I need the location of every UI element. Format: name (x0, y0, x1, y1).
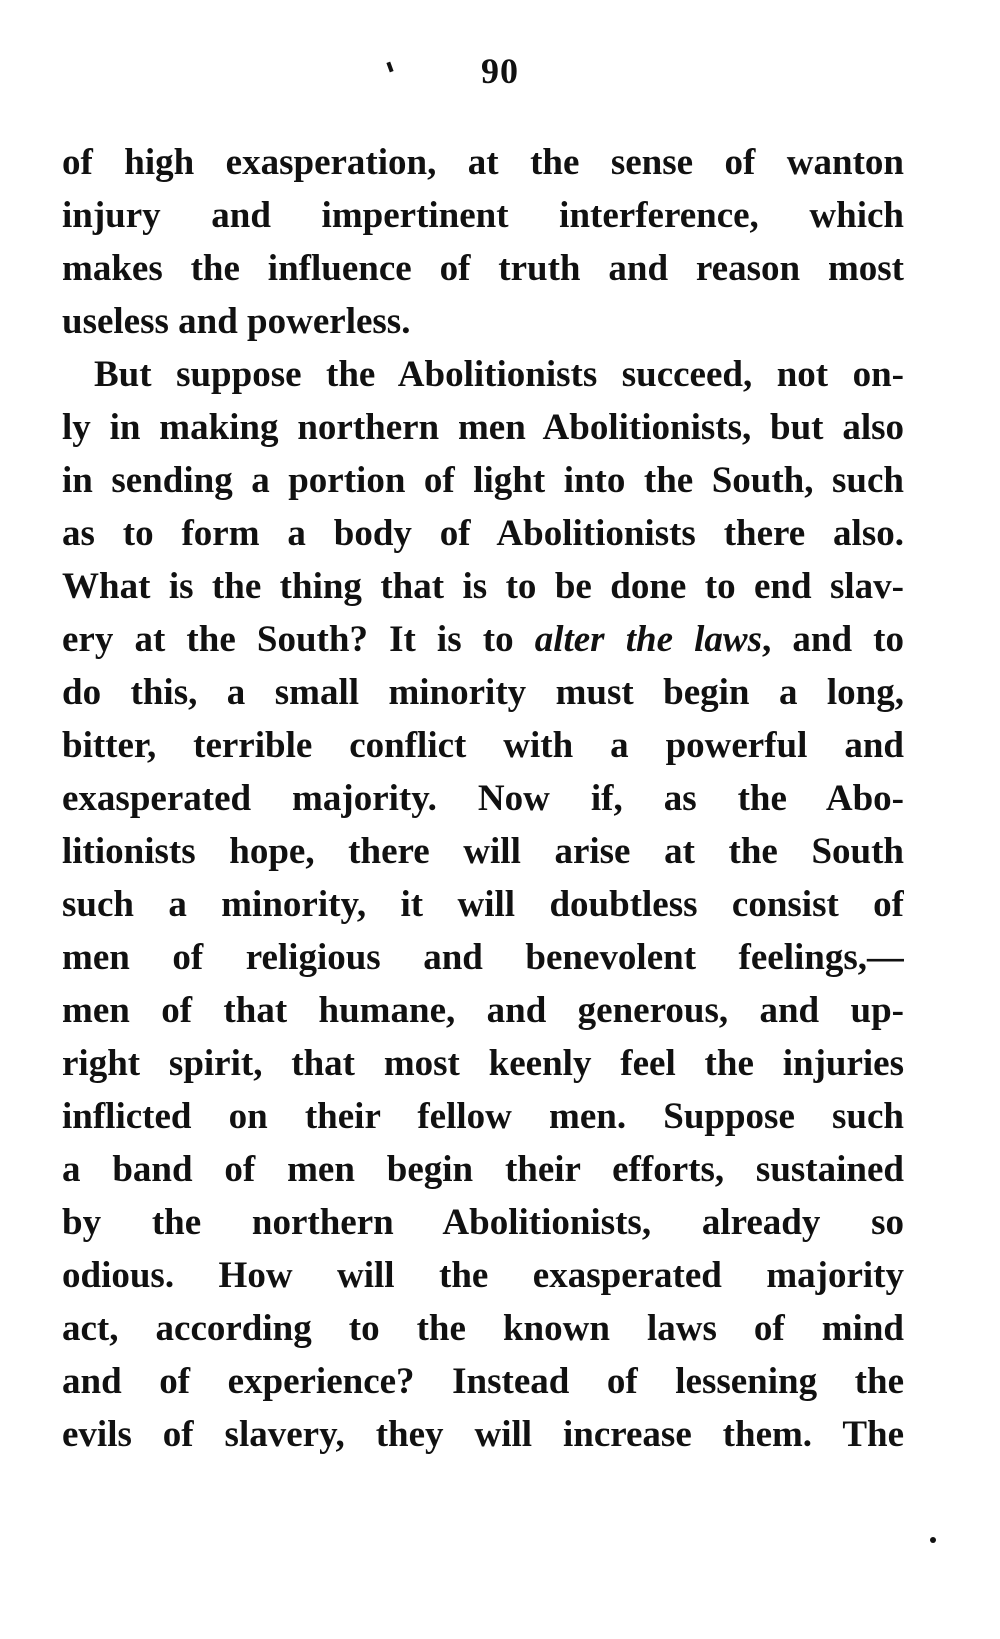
italic-phrase: alter the laws (534, 619, 762, 660)
text-line: do this, a small minority must begin a long, (62, 672, 904, 713)
text-line: evils of slavery, they will increase them. The (62, 1414, 904, 1455)
text-line: ly in making northern men Abolitionists, but also (62, 407, 904, 448)
text-line: men of that humane, and generous, and up- (62, 990, 904, 1031)
text-line: litionists hope, there will arise at the South (62, 831, 904, 872)
ink-dot (930, 1537, 936, 1543)
text-line: injury and impertinent interference, which (62, 195, 904, 236)
body-text (62, 136, 904, 1461)
text-line-with-italic (62, 613, 904, 666)
text-line: and of experience? Instead of lessening the (62, 1361, 904, 1402)
text-line: by the northern Abolitionists, already so (62, 1202, 904, 1243)
text-line: men of religious and benevolent feelings,— (62, 937, 904, 978)
page-number: 90 (481, 51, 519, 91)
text-line: bitter, terrible conflict with a powerful and (62, 725, 904, 766)
text-line: of high exasperation, at the sense of wanton (62, 142, 904, 183)
text-line: a band of men begin their efforts, sustained (62, 1149, 904, 1190)
text-line: What is the thing that is to be done to end slav- (62, 566, 904, 607)
text-line: But suppose the Abolitionists succeed, not on- (94, 354, 904, 395)
text-line: act, according to the known laws of mind (62, 1308, 904, 1349)
text-line: inflicted on their fellow men. Suppose such (62, 1096, 904, 1137)
text-line: such a minority, it will doubtless consist of (62, 884, 904, 925)
text-segment: , and to (762, 619, 904, 660)
text-line: odious. How will the exasperated majority (62, 1255, 904, 1296)
text-line: right spirit, that most keenly feel the injuries (62, 1043, 904, 1084)
text-line: makes the influence of truth and reason most (62, 248, 904, 289)
text-line: as to form a body of Abolitionists there also. (62, 513, 904, 554)
text-line: exasperated majority. Now if, as the Abo- (62, 778, 904, 819)
text-segment: ery at the South? It is to (62, 619, 535, 660)
text-line: in sending a portion of light into the South, such (62, 460, 904, 501)
text-line: useless and powerless. (62, 301, 411, 342)
